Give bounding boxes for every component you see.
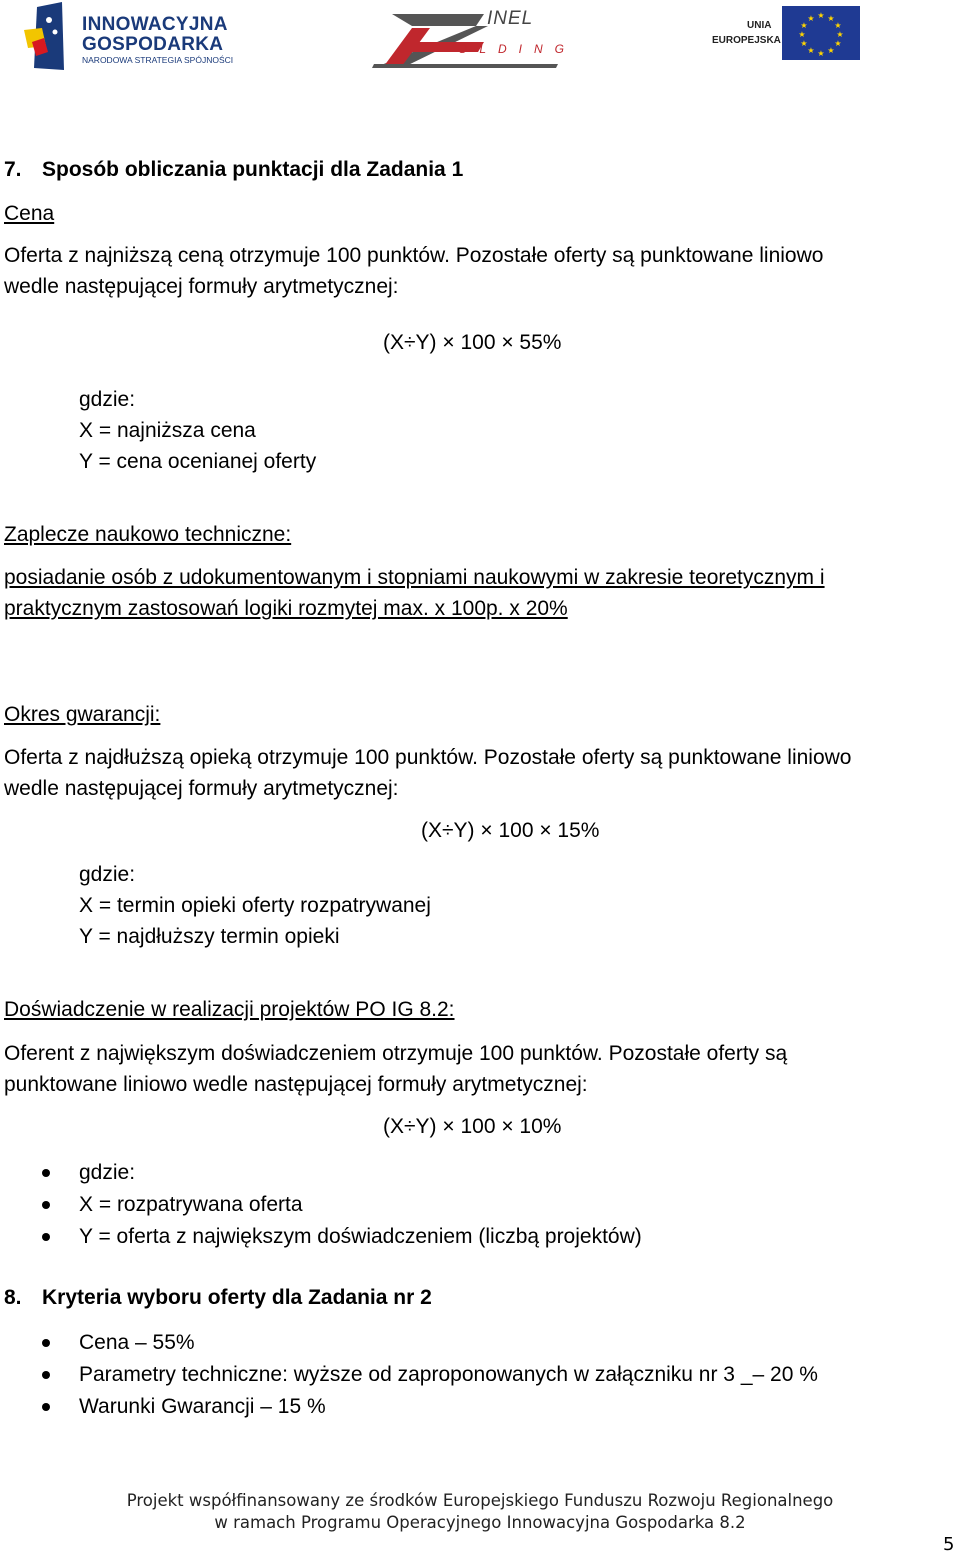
bullet-dot — [42, 1371, 50, 1379]
bullet-dot — [42, 1339, 50, 1347]
bullet-dot — [42, 1169, 50, 1177]
bullet-dot — [42, 1233, 50, 1241]
cena-where: gdzie: — [79, 388, 136, 411]
bullet-dot — [42, 1403, 50, 1411]
svg-text:★: ★ — [827, 14, 835, 23]
svg-text:★: ★ — [836, 30, 844, 39]
footer-line1: Projekt współfinansowany ze środków Europejskiego Funduszu Rozwoju Regionalnego — [126, 1491, 834, 1510]
logo-ig-line3: NARODOWA STRATEGIA SPÓJNOŚCI — [82, 55, 234, 65]
gwarancja-formula: (X÷Y) × 100 × 15% — [421, 819, 600, 842]
doswiadczenie-heading: Doświadczenie w realizacji projektów PO IG 8.2: — [4, 998, 455, 1021]
innowacyjna-gospodarka-logo — [22, 2, 237, 72]
doswiadczenie-formula: (X÷Y) × 100 × 10% — [383, 1115, 562, 1138]
svg-text:★: ★ — [827, 46, 835, 55]
page-number: 5 — [943, 1534, 955, 1555]
cena-text-line1: Oferta z najniższą ceną otrzymuje 100 punktów. Pozostałe oferty są punktowane liniowo — [4, 244, 824, 267]
cena-formula: (X÷Y) × 100 × 55% — [383, 331, 562, 354]
logo-ue-line2: EUROPEJSKA — [712, 35, 781, 46]
zaplecze-text-line1: posiadanie osób z udokumentowanym i stopniami naukowymi w zakresie teoretycznym i — [4, 566, 825, 589]
doswiadczenie-bullet-x: X = rozpatrywana oferta — [79, 1193, 303, 1216]
doswiadczenie-text-line1: Oferent z największym doświadczeniem otrzymuje 100 punktów. Pozostałe oferty są — [4, 1042, 788, 1065]
section-7-title: Sposób obliczania punktacji dla Zadania 1 — [42, 158, 464, 181]
eu-flag-icon — [782, 6, 860, 60]
cena-x-definition: X = najniższa cena — [79, 419, 256, 442]
doswiadczenie-bullet-where: gdzie: — [79, 1161, 136, 1184]
ig-emblem-icon — [22, 2, 72, 72]
kryterium-parametry: Parametry techniczne: wyższe od zaproponowanych w załączniku nr 3 _– 20 % — [79, 1363, 818, 1386]
section-8-number: 8. — [4, 1286, 22, 1309]
svg-text:★: ★ — [798, 30, 806, 39]
kryterium-cena: Cena – 55% — [79, 1331, 195, 1354]
cena-heading: Cena — [4, 202, 55, 225]
cena-y-definition: Y = cena ocenianej oferty — [79, 450, 317, 473]
inel-emblem-icon — [372, 8, 562, 72]
section-7-number: 7. — [4, 158, 22, 181]
inel-holding-logo — [372, 8, 577, 72]
bullet-dot — [42, 1201, 50, 1209]
doswiadczenie-text-line2: punktowane liniowo wedle następującej formuły arytmetycznej: — [4, 1073, 588, 1096]
kryterium-gwarancja: Warunki Gwarancji – 15 % — [79, 1395, 326, 1418]
doswiadczenie-bullet-y: Y = oferta z największym doświadczeniem (liczbą projektów) — [79, 1225, 642, 1248]
svg-text:★: ★ — [807, 46, 815, 55]
gwarancja-y-definition: Y = najdłuższy termin opieki — [79, 925, 340, 948]
logo-olding-text: OLDING — [458, 42, 577, 56]
svg-text:★: ★ — [834, 21, 842, 30]
svg-text:★: ★ — [817, 49, 825, 58]
logo-ig-line1: INNOWACYJNA — [82, 14, 228, 35]
cena-text-line2: wedle następującej formuły arytmetycznej: — [4, 275, 399, 298]
logo-inel-text: INEL — [487, 8, 534, 29]
gwarancja-where: gdzie: — [79, 863, 136, 886]
unia-europejska-logo — [710, 6, 860, 61]
zaplecze-heading: Zaplecze naukowo techniczne: — [4, 523, 292, 546]
svg-text:★: ★ — [807, 14, 815, 23]
svg-text:★: ★ — [800, 21, 808, 30]
logo-ig-line2: GOSPODARKA — [82, 34, 224, 55]
zaplecze-text-line2: praktycznym zastosowań logiki rozmytej max. x 100p. x 20% — [4, 597, 568, 620]
logo-ue-line1: UNIA — [747, 20, 772, 31]
gwarancja-text-line1: Oferta z najdłuższą opieką otrzymuje 100 punktów. Pozostałe oferty są punktowane liniowo — [4, 746, 852, 769]
gwarancja-text-line2: wedle następującej formuły arytmetycznej: — [4, 777, 399, 800]
footer-line2: w ramach Programu Operacyjnego Innowacyjna Gospodarka 8.2 — [214, 1513, 746, 1532]
section-8-title: Kryteria wyboru oferty dla Zadania nr 2 — [42, 1286, 432, 1309]
svg-text:★: ★ — [800, 39, 808, 48]
svg-text:★: ★ — [834, 39, 842, 48]
gwarancja-heading: Okres gwarancji: — [4, 703, 161, 726]
svg-text:★: ★ — [817, 11, 825, 20]
gwarancja-x-definition: X = termin opieki oferty rozpatrywanej — [79, 894, 431, 917]
